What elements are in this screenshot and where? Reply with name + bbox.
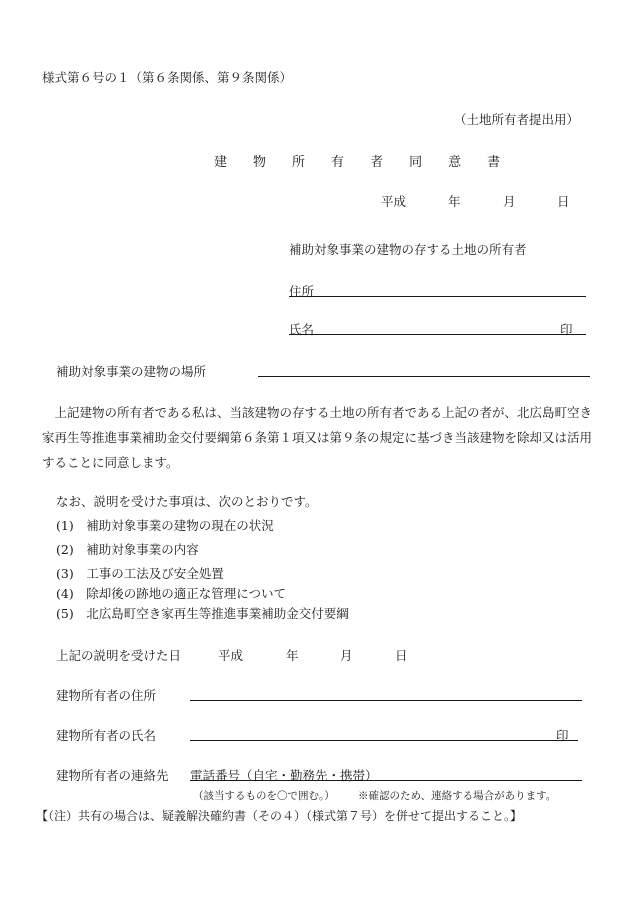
date-era: 平成: [381, 194, 407, 209]
explained-date-year: 年: [286, 648, 299, 663]
form-number: 様式第６号の１（第６条関係、第９条関係）: [42, 70, 293, 85]
submitter-note: （土地所有者提出用）: [454, 112, 580, 127]
building-owner-address-field[interactable]: [190, 700, 582, 701]
building-owner-contact-value: 電話番号（自宅・勤務先・携帯）: [190, 768, 378, 783]
explained-date-month: 月: [340, 648, 353, 663]
consent-text: 上記建物の所有者である私は、当該建物の存する土地の所有者である上記の者が、北広島町空き家再生等推進事業補助金交付要綱第６条第１項又は第９条の規定に基づき当該建物を除却又は活用することに同意します。: [42, 405, 593, 470]
date-month: 月: [503, 194, 516, 209]
building-location-label: 補助対象事業の建物の場所: [56, 364, 207, 379]
contact-hint: （該当するものを〇で囲む。）: [193, 790, 335, 802]
land-owner-heading: 補助対象事業の建物の存する土地の所有者: [289, 242, 527, 257]
building-owner-contact-label: 建物所有者の連絡先: [56, 768, 169, 783]
building-location-field[interactable]: [258, 376, 590, 377]
explanation-item: (5) 北広島町空き家再生等推進事業補助金交付要綱: [56, 606, 349, 621]
date-day: 日: [557, 194, 570, 209]
explanation-item: (2) 補助対象事業の内容: [56, 542, 199, 557]
explanation-item: (3) 工事の工法及び安全処置: [56, 566, 224, 581]
explained-date-era: 平成: [218, 648, 244, 663]
land-owner-name-label: 氏名: [289, 322, 315, 337]
footnote: 【（注）共有の場合は、疑義解決確約書（その４）（様式第７号）を併せて提出すること。】: [36, 809, 523, 823]
document-title: [214, 151, 500, 170]
explanation-item: (1) 補助対象事業の建物の現在の状況: [56, 518, 274, 533]
building-owner-contact-field[interactable]: [190, 780, 582, 781]
land-owner-seal: 印: [560, 322, 573, 337]
building-owner-name-field[interactable]: [190, 740, 578, 741]
building-owner-address-label: 建物所有者の住所: [56, 688, 157, 703]
title-char: 書: [487, 155, 501, 170]
title-char: 有: [331, 155, 345, 170]
title-char: 同: [409, 155, 423, 170]
explained-date-label: 上記の説明を受けた日: [56, 648, 182, 663]
land-owner-address-label: 住所: [289, 284, 315, 299]
title-char: 所: [292, 155, 306, 170]
title-char: 物: [253, 155, 267, 170]
explanation-intro: なお、説明を受けた事項は、次のとおりです。: [56, 494, 318, 509]
building-owner-seal: 印: [556, 728, 569, 743]
building-owner-name-label: 建物所有者の氏名: [56, 728, 157, 743]
land-owner-name-field[interactable]: [289, 334, 586, 335]
title-char: 意: [448, 155, 462, 170]
land-owner-address-field[interactable]: [289, 296, 586, 297]
explained-date-day: 日: [395, 648, 408, 663]
date-year: 年: [448, 194, 461, 209]
explanation-item: (4) 除却後の跡地の適正な管理について: [56, 586, 286, 601]
contact-note: ※確認のため、連絡する場合があります。: [358, 790, 557, 802]
title-char: 建: [214, 155, 228, 170]
title-char: 者: [370, 155, 384, 170]
